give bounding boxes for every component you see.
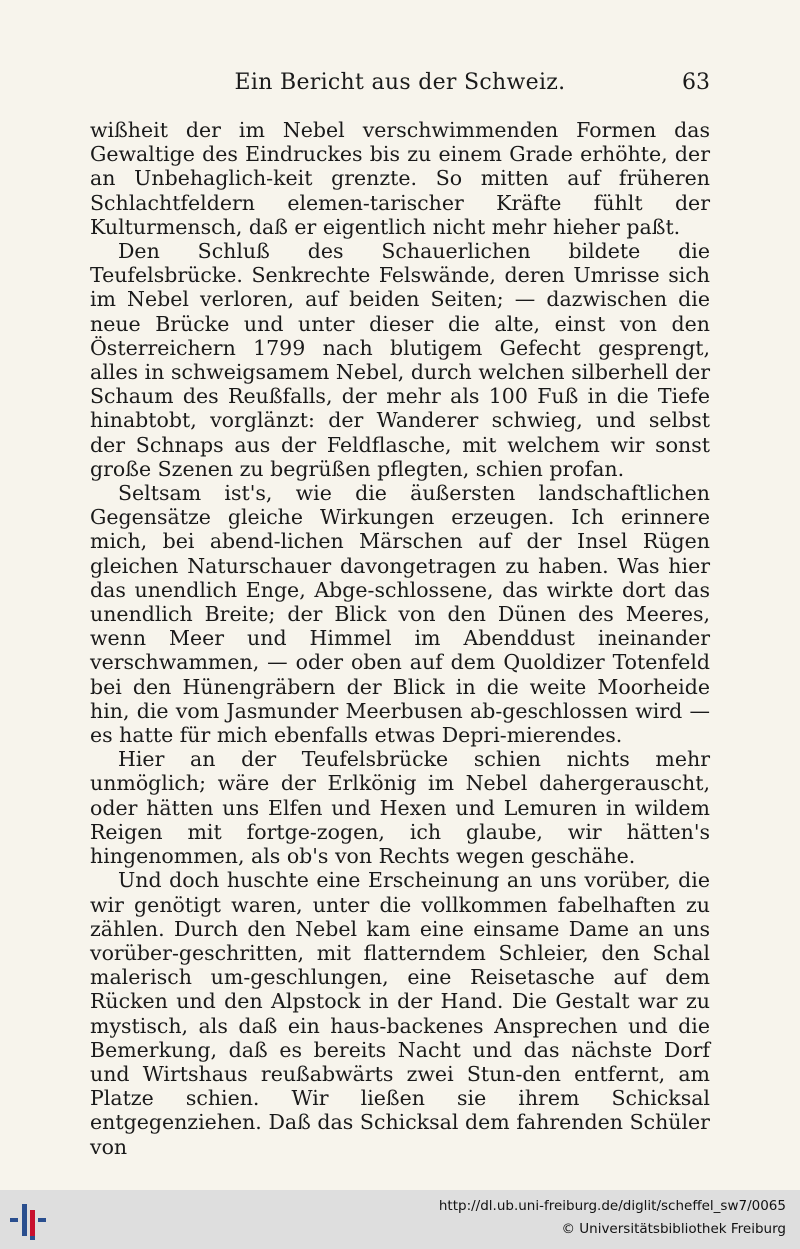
paragraph: Den Schluß des Schauerlichen bildete die Teufelsbrücke. Senkrechte Felswände, deren Umrisse sich im Nebel verloren, auf beiden Seiten; — dazwischen die neue Brücke und unter dieser die alte, einst von den Österreichern 1799 nach blutigem Gefecht gesprengt, alles in schweigsamem Nebel, durch welchen silberhell der Schaum des Reußfalls, der mehr als 100 Fuß in die Tiefe hinabtobt, vorglänzt: der Wanderer schwieg, und selbst der Schnaps aus der Feldflasche, mit welchem wir sonst große Szenen zu begrüßen pflegten, schien profan. (90, 239, 710, 481)
paragraph: Hier an der Teufelsbrücke schien nichts mehr unmöglich; wäre der Erlkönig im Nebel dahergerauscht, oder hätten uns Elfen und Hexen und Lemuren in wildem Reigen mit fortge-zogen, ich glaube, wir hätten's hingenommen, als ob's von Rechts wegen geschähe. (90, 747, 710, 869)
ub-freiburg-logo-icon (8, 1198, 52, 1242)
running-title: Ein Bericht aus der Schweiz. (234, 70, 566, 95)
body-text (90, 118, 710, 1159)
paragraph: Seltsam ist's, wie die äußersten landschaftlichen Gegensätze gleiche Wirkungen erzeugen. Ich erinnere mich, bei abend-lichen Märschen auf der Insel Rügen gleichen Naturschauer davongetragen zu haben. Was hier das unendlich Enge, Abge-schlossene, das wirkte dort das unendlich Breite; der Blick von den Dünen des Meeres, wenn Meer und Himmel im Abenddust ineinander verschwammen, — oder oben auf dem Quoldizer Totenfeld bei den Hünengräbern der Blick in die weite Moorheide hin, die vom Jasmunder Meerbusen ab-geschlossen wird — es hatte für mich ebenfalls etwas Depri-mierendes. (90, 481, 710, 748)
paragraph-continued: wißheit der im Nebel verschwimmenden Formen das Gewaltige des Eindruckes bis zu einem Grade erhöhte, der an Unbehaglich-keit grenzte. So mitten auf früheren Schlachtfeldern elemen-tarischer Kräfte fühlt der Kulturmensch, daß er eigentlich nicht mehr hieher paßt. (90, 118, 710, 239)
page-number: 63 (682, 70, 710, 95)
paragraph: Und doch huschte eine Erscheinung an uns vorüber, die wir genötigt waren, unter die vollkommen fabelhaften zu zählen. Durch den Nebel kam eine einsame Dame an uns vorüber-geschritten, mit flatterndem Schleier, den Schal malerisch um-geschlungen, eine Reisetasche auf dem Rücken und den Alpstock in der Hand. Die Gestalt war zu mystisch, als daß ein haus-backenes Ansprechen und die Bemerkung, daß es bereits Nacht und das nächste Dorf und Wirtshaus reußabwärts zwei Stun-den entfernt, am Platze schien. Wir ließen sie ihrem Schicksal entgegenziehen. Daß das Schicksal dem fahrenden Schüler von (90, 868, 710, 1159)
source-url-link[interactable]: http://dl.ub.uni-freiburg.de/diglit/scheffel_sw7/0065 (438, 1198, 786, 1214)
running-head (90, 70, 710, 104)
copyright-notice: © Universitätsbibliothek Freiburg (561, 1221, 786, 1237)
digitization-footer (0, 1190, 800, 1249)
